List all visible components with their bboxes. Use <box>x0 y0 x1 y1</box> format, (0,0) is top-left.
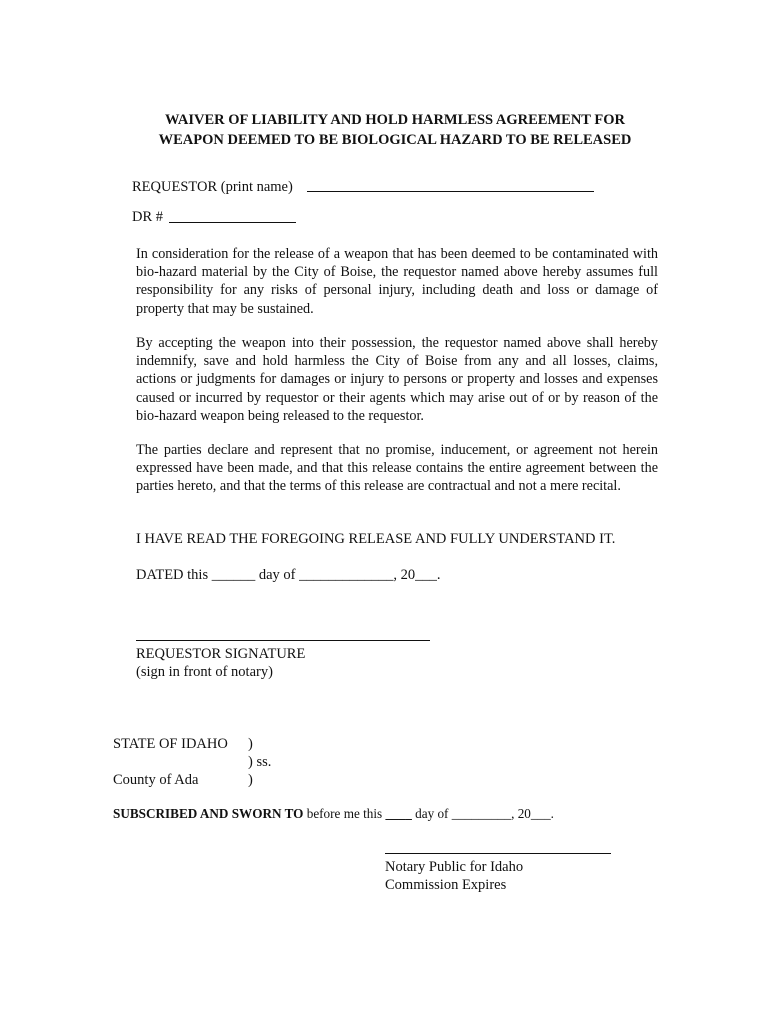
dr-number-field[interactable] <box>169 222 296 223</box>
paragraph-consideration: In consideration for the release of a weapon that has been deemed to be contaminated with bio-hazard material by the City of Boise, the requestor named above hereby assumes full responsibility for any risks of personal injury, including death and loss or damage of property that may be sustained. <box>136 246 658 317</box>
dr-row <box>132 208 163 226</box>
sworn-suffix: . <box>550 806 554 821</box>
dated-prefix: DATED this <box>136 567 209 583</box>
dr-label: DR # <box>132 209 164 225</box>
sworn-day-blank[interactable]: ____ <box>385 806 412 821</box>
signature-note: (sign in front of notary) <box>136 664 273 680</box>
requestor-row <box>132 178 293 196</box>
document-title <box>100 110 690 150</box>
sworn-middle: day of <box>411 806 452 821</box>
acknowledgement-text: I HAVE READ THE FOREGOING RELEASE AND FULLY UNDERSTAND IT. <box>136 531 616 547</box>
requestor-name-field[interactable] <box>307 191 594 192</box>
venue-county: County of Ada <box>113 772 199 788</box>
sworn-row <box>113 806 554 822</box>
sworn-year-blank[interactable]: ___ <box>530 806 551 821</box>
paragraph-declaration: The parties declare and represent that no promise, inducement, or agreement not herein expressed have been made, and that this release contains the entire agreement between the parties hereto, and that the terms of this release are contractual and not a mere recital. <box>136 442 658 495</box>
dated-suffix: . <box>436 567 441 583</box>
venue-state: STATE OF IDAHO <box>113 736 228 752</box>
title-line-1: WAIVER OF LIABILITY AND HOLD HARMLESS AGREEMENT FOR <box>165 112 625 128</box>
venue-paren-1: ) <box>248 736 253 752</box>
dated-day-blank[interactable]: ______ <box>211 567 256 583</box>
sworn-bold: SUBSCRIBED AND SWORN TO <box>113 806 304 821</box>
title-line-2: WEAPON DEEMED TO BE BIOLOGICAL HAZARD TO BE RELEASED <box>158 132 632 148</box>
sworn-month-blank[interactable]: _________ <box>451 806 512 821</box>
sworn-year-prefix: , 20 <box>511 806 531 821</box>
dated-middle: day of <box>258 567 296 583</box>
dated-month-blank[interactable]: _____________ <box>299 567 394 583</box>
notary-commission: Commission Expires <box>385 877 507 893</box>
venue-paren-2: ) ss. <box>248 754 272 770</box>
notary-signature-line[interactable] <box>385 853 611 854</box>
requestor-label: REQUESTOR (print name) <box>132 179 293 195</box>
sworn-before: before me this <box>303 806 386 821</box>
notary-title: Notary Public for Idaho <box>385 859 524 875</box>
venue-paren-3: ) <box>248 772 253 788</box>
dated-year-prefix: , 20 <box>393 567 416 583</box>
paragraph-indemnify: By accepting the weapon into their possession, the requestor named above shall hereby indemnify, save and hold harmless the City of Boise from any and all losses, claims, actions or judgments for damages or injury to persons or property and losses and expenses caused or incurred by requestor or their agents which may arise out of or by reason of the bio-hazard weapon being released to the requestor. <box>136 335 658 424</box>
signature-line[interactable] <box>136 640 430 641</box>
dated-year-blank[interactable]: ___ <box>415 567 437 583</box>
dated-row <box>136 566 441 584</box>
signature-label: REQUESTOR SIGNATURE <box>136 646 306 662</box>
